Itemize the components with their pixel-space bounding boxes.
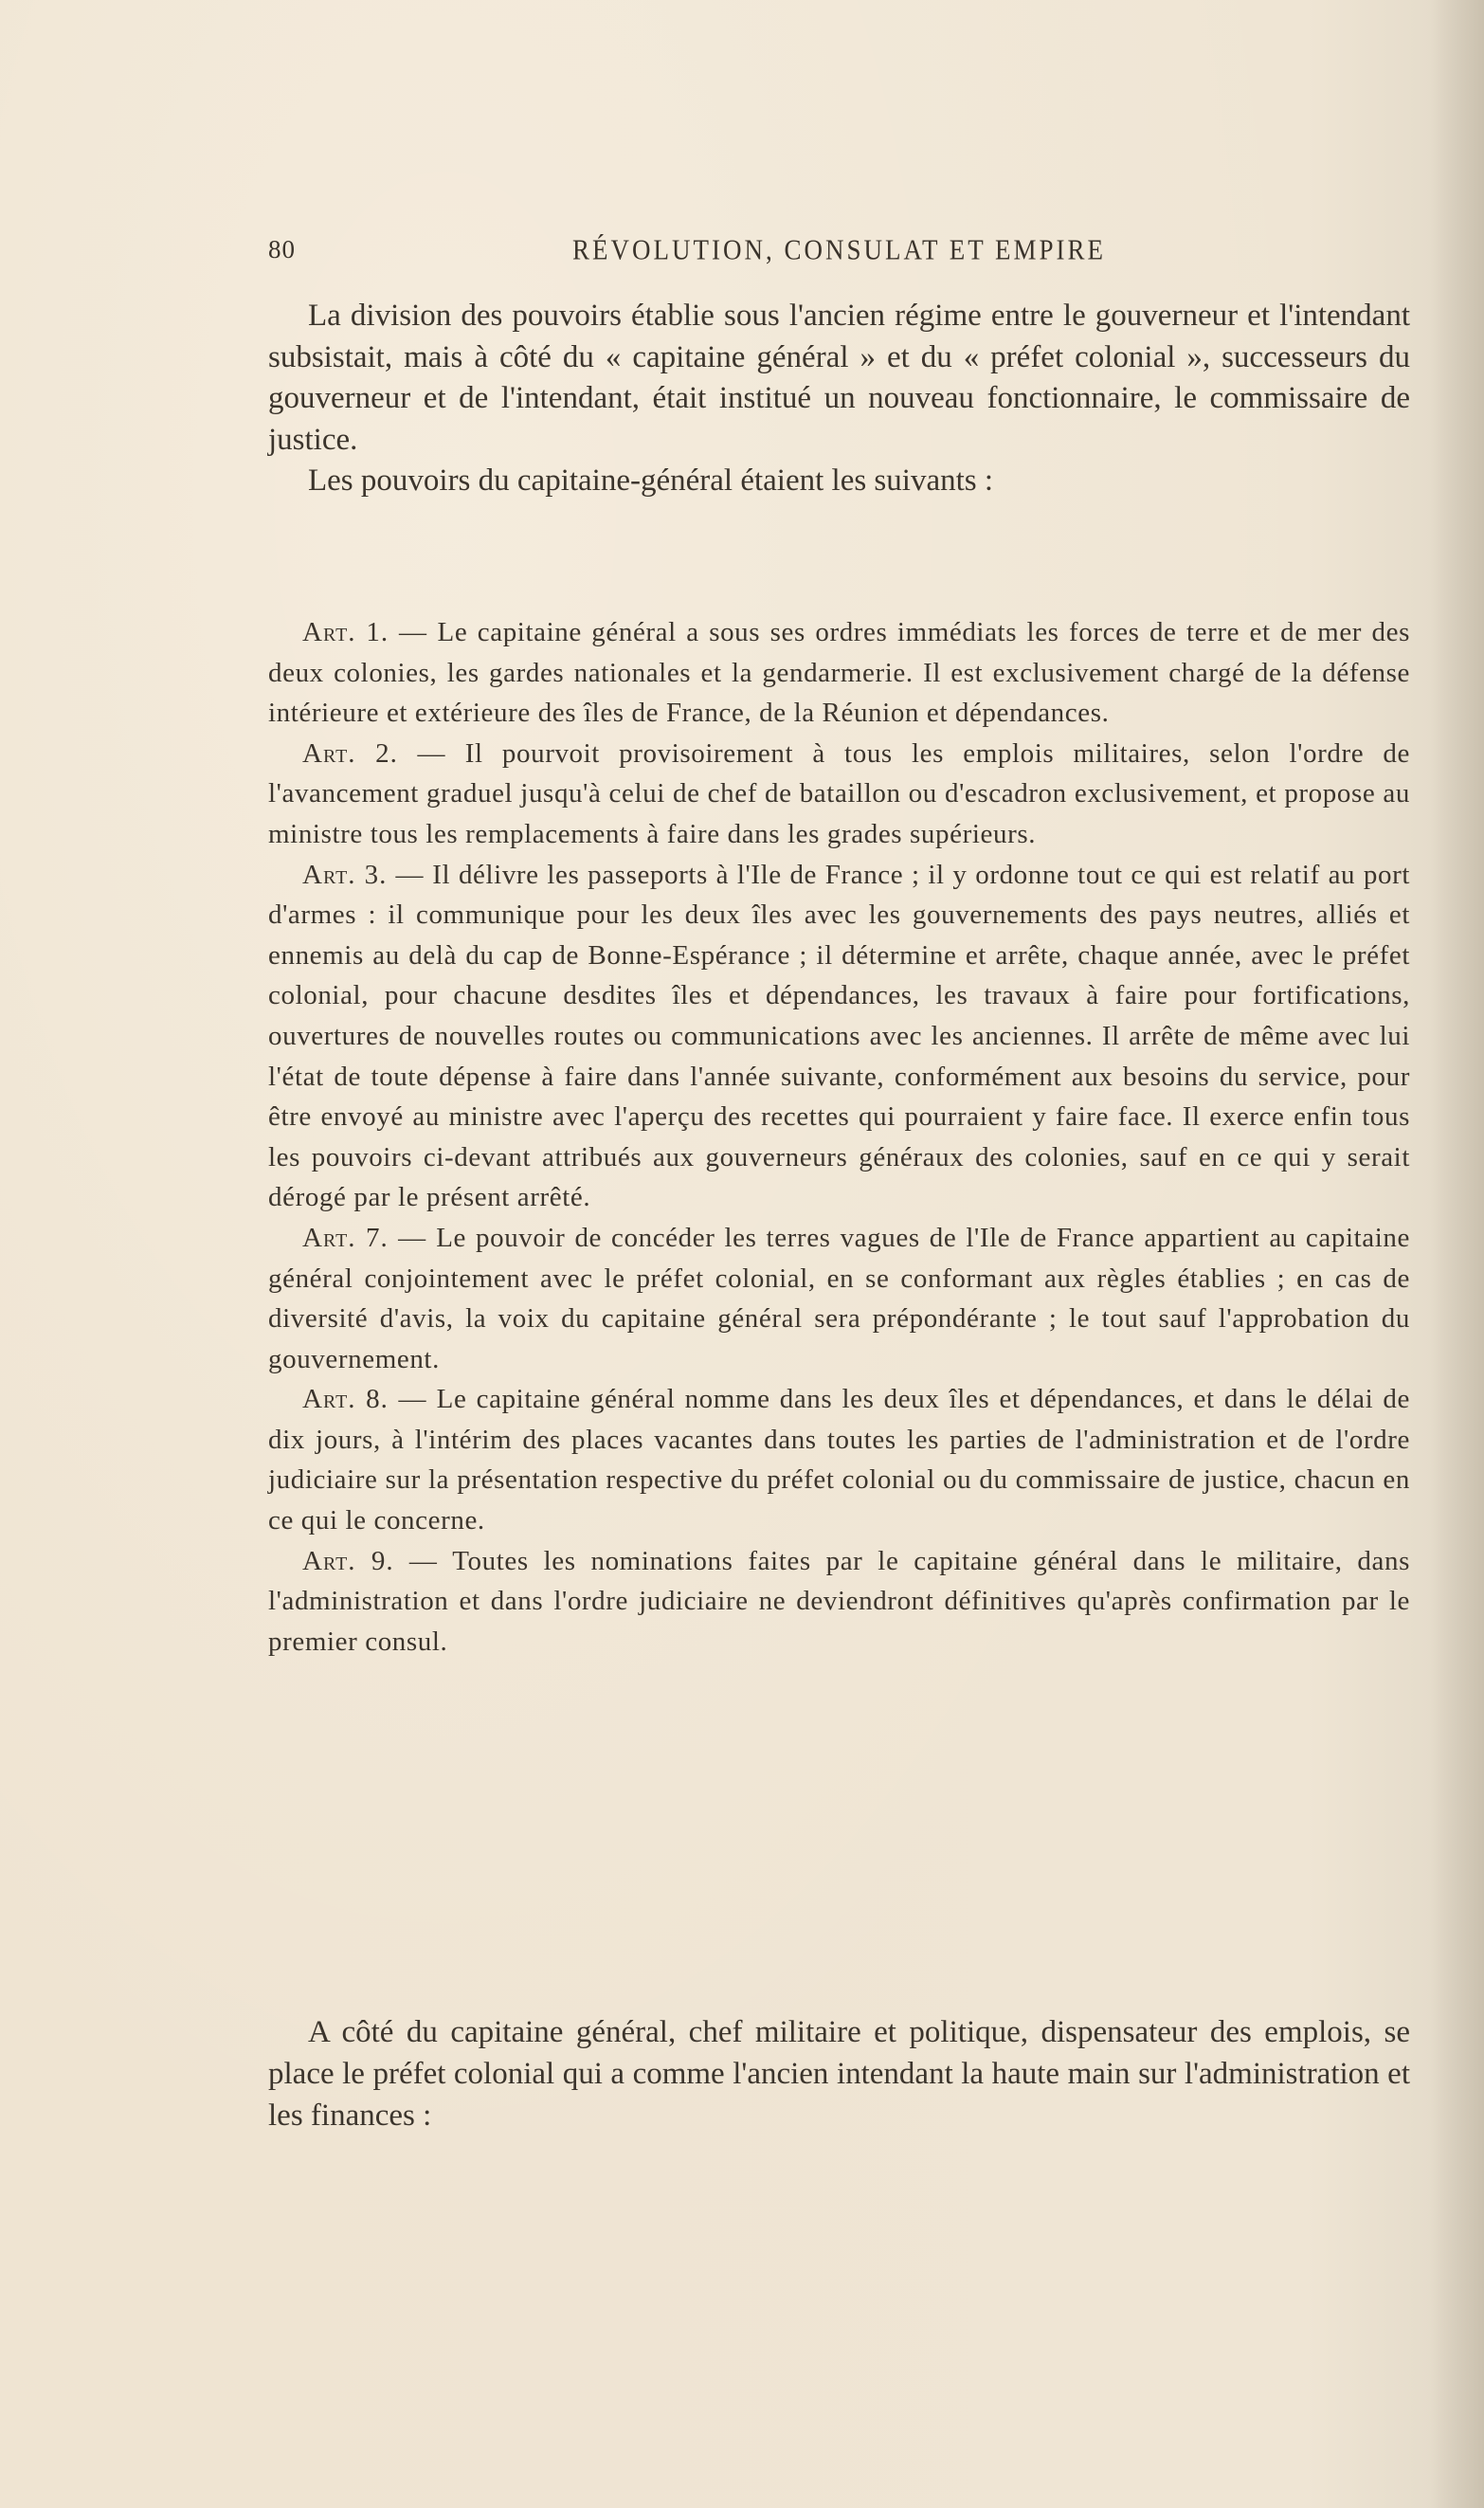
article-1 — [268, 612, 1410, 734]
intro-paragraph: La division des pouvoirs établie sous l'ancien régime entre le gouverneur et l'intendant subsistait, mais à côté du « capitaine général » et du « préfet colonial », successeurs du gouverneur et de l'intendant, était institué un nouveau fonctionnaire, le commissaire de justice. — [268, 299, 1410, 457]
article-text: Le capitaine général nomme dans les deux îles et dépendances, et dans le délai de dix jours, à l'intérim des places vacantes dans toutes les parties de l'administration et de l'ordre judiciaire sur la présentation respective du préfet colonial ou du commissaire de justice, chacun en ce qui le concerne. — [268, 1384, 1410, 1536]
article-label: Art. 1. — — [302, 617, 428, 647]
article-label: Art. 8. — — [302, 1384, 427, 1415]
article-3 — [268, 855, 1410, 1218]
article-label: Art. 9. — — [302, 1545, 438, 1576]
page-number: 80 — [268, 235, 296, 264]
article-text: Il pourvoit provisoirement à tous les emplois militaires, selon l'ordre de l'avancement graduel jusqu'à celui de chef de bataillon ou d'escadron exclusivement, et propose au ministre tous les remplacements à faire dans les grades supérieurs. — [268, 737, 1410, 849]
article-label: Art. 3. — — [302, 859, 425, 890]
article-text: Toutes les nominations faites par le capitaine général dans le militaire, dans l'administration et dans l'ordre judiciaire ne deviendront définitives qu'après confirmation par le premier consul. — [268, 1545, 1410, 1657]
article-label: Art. 7. — — [302, 1222, 427, 1253]
article-7 — [268, 1218, 1410, 1379]
running-title: RÉVOLUTION, CONSULAT ET EMPIRE — [571, 232, 1106, 266]
article-text: Le capitaine général a sous ses ordres immédiats les forces de terre et de mer des deux colonies, les gardes nationales et la gendarmerie. Il est exclusivement chargé de la défense intérieure et extérieure des îles de France, de la Réunion et dépendances. — [268, 617, 1410, 729]
article-text: Il délivre les passeports à l'Ile de France ; il y ordonne tout ce qui est relatif au port d'armes : il communique pour les deux îles avec les gouvernements des pays neutres, alliés et ennemis au delà du cap de Bonne-Espérance ; il détermine et arrête, chaque année, avec le préfet colonial, pour chacune desdites îles et dépendances, les travaux à faire pour fortifications, ouvertures de nouvelles routes ou communications avec les anciennes. Il arrête de même avec lui l'état de toute dépense à faire dans l'année suivante, conformément aux besoins du service, pour être envoyé au ministre avec l'aperçu des recettes qui pourraient y faire face. Il exerce enfin tous les pouvoirs ci-devant attribués aux gouverneurs généraux des colonies, sauf en ce qui y serait dérogé par le présent arrêté. — [268, 859, 1410, 1213]
closing-section — [268, 2011, 1410, 2136]
page-edge-shadow — [1429, 0, 1484, 2508]
articles-list — [268, 612, 1410, 1662]
intro-lead-in: Les pouvoirs du capitaine-général étaient les suivants : — [308, 463, 994, 498]
article-2 — [268, 734, 1410, 855]
intro-section — [268, 296, 1410, 502]
article-9 — [268, 1541, 1410, 1663]
closing-paragraph: A côté du capitaine général, chef militaire et politique, dispensateur des emplois, se place le préfet colonial qui a comme l'ancien intendant la haute main sur l'administration et les finances : — [268, 2015, 1410, 2133]
article-label: Art. 2. — — [302, 737, 446, 769]
article-8 — [268, 1379, 1410, 1540]
article-text: Le pouvoir de concéder les terres vagues de l'Ile de France appartient au capitaine général conjointement avec le préfet colonial, en se conformant aux règles établies ; en cas de diversité d'avis, la voix du capitaine général sera prépondérante ; le tout sauf l'approbation du gouvernement. — [268, 1222, 1410, 1374]
page-header — [268, 232, 1410, 269]
